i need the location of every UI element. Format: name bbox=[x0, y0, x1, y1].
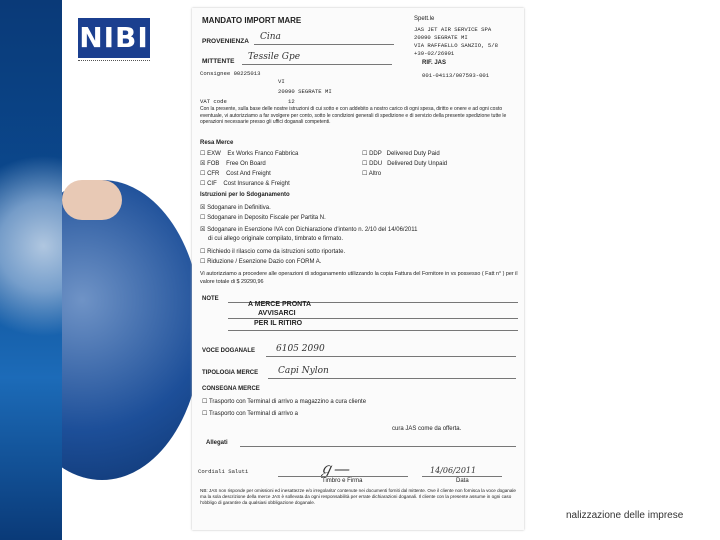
note-label: NOTE bbox=[202, 296, 219, 302]
vat-label: VAT code bbox=[200, 98, 227, 105]
decorative-globe-artwork bbox=[62, 160, 192, 500]
istruzioni-label: Istruzioni per lo Sdoganamento bbox=[200, 192, 290, 198]
note-line-3 bbox=[228, 330, 518, 331]
signature-date: 14/06/2011 bbox=[430, 466, 477, 475]
provenienza-label: PROVENIENZA bbox=[202, 38, 249, 45]
note-text-2: AVVISARCI bbox=[258, 310, 296, 317]
recipient-line-2: 20090 SEGRATE MI bbox=[414, 34, 468, 41]
provenienza-underline bbox=[254, 44, 394, 45]
incoterm-cif: ☐ CIF Cost Insurance & Freight bbox=[200, 181, 290, 187]
incoterm-ddu: ☐ DDU Delivered Duty Unpaid bbox=[362, 161, 448, 167]
sidebar-artwork bbox=[0, 150, 62, 390]
mittente-value: Tessile Gpe bbox=[248, 52, 301, 62]
istruzione-5: ☐ Richiedo il rilascio come da istruzioni sotto riportate. bbox=[200, 249, 346, 255]
voce-doganale-label: VOCE DOGANALE bbox=[202, 348, 256, 354]
nibi-logo: NIBI bbox=[78, 18, 150, 58]
note-text-1: A MERCE PRONTA bbox=[248, 301, 311, 308]
note-line-2 bbox=[228, 318, 518, 319]
footnote-text: NB: JAS non risponde per omissioni ed inesattezze e/o irregolarita' contenute nei documenti forniti dal mittente. Ove il cliente non fornisca la voce doganale ma la sola descrizione della merce JAS è sollevata da ogni responsabilità per errate dichiarazioni doganali. Il cliente con la presente assume in ogni caso l'obbligo di garantire da qualsiasi obbligazione doganale. bbox=[200, 488, 516, 505]
istruzione-4: di cui allego originale compilato, timbrato e firmato. bbox=[208, 236, 344, 242]
istruzione-6: ☐ Riduzione / Esenzione Dazio con FORM A. bbox=[200, 259, 322, 265]
tipologia-label: TIPOLOGIA MERCE bbox=[202, 370, 259, 376]
consignee-street: VI bbox=[278, 78, 285, 85]
incoterm-fob: ☒ FOB Free On Board bbox=[200, 161, 266, 167]
document-title: MANDATO IMPORT MARE bbox=[202, 16, 302, 25]
logo-divider bbox=[78, 60, 150, 64]
rif-jas-value: 001-04113/007593-001 bbox=[422, 72, 490, 79]
authorization-body-text: Con la presente, sulla base delle nostre istruzioni di cui sotto e con addebito a nostro carico di ogni spesa, diritto e onere e ad ogni costo eventuale, vi autorizziamo a far svolgere per conto, sotto le condizioni generali di spedizione e di servizio della presente spedizione tutte le operazioni necessarie presso gli uffici doganali competenti. bbox=[200, 106, 507, 125]
allegati-label: Allegati bbox=[206, 440, 228, 446]
consegna-option-2: ☐ Trasporto con Terminal di arrivo a bbox=[202, 411, 298, 417]
footer-caption: nalizzazione delle imprese bbox=[566, 510, 684, 521]
voce-doganale-value: 6105 2090 bbox=[276, 344, 325, 354]
hand-graphic bbox=[62, 180, 122, 220]
incoterm-cfr: ☐ CFR Cost And Freight bbox=[200, 171, 271, 177]
note-text-3: PER IL RITIRO bbox=[254, 320, 303, 327]
timbro-label: Timbro e Firma bbox=[322, 478, 363, 484]
spett-label: Spett.le bbox=[414, 16, 435, 22]
globe-graphic bbox=[62, 180, 192, 480]
mittente-label: MITTENTE bbox=[202, 58, 235, 65]
data-line bbox=[422, 476, 502, 477]
consignee-city: 20090 SEGRATE MI bbox=[278, 88, 332, 95]
incoterm-altro: ☐ Altro bbox=[362, 171, 382, 177]
tipologia-value: Capi Nylon bbox=[278, 366, 329, 376]
istruzione-1: ☒ Sdoganare in Definitiva. bbox=[200, 205, 271, 211]
tipologia-underline bbox=[268, 378, 516, 379]
consignee-label: Consignee 00225013 bbox=[200, 70, 261, 77]
data-label: Data bbox=[456, 478, 469, 484]
incoterm-ddp: ☐ DDP Delivered Duty Paid bbox=[362, 151, 440, 157]
rif-jas-label: RIF. JAS bbox=[422, 60, 447, 66]
recipient-line-4: +39-02/26991 bbox=[414, 50, 455, 57]
left-decorative-sidebar bbox=[0, 0, 62, 540]
recipient-line-1: JAS JET AIR SERVICE SPA bbox=[414, 26, 492, 33]
consegna-option-3: cura JAS come da offerta. bbox=[392, 426, 462, 432]
recipient-line-3: VIA RAFFAELLO SANZIO, 5/8 bbox=[414, 42, 498, 49]
consegna-label: CONSEGNA MERCE bbox=[202, 386, 260, 392]
voce-underline bbox=[266, 356, 516, 357]
incoterm-exw: ☐ EXW Ex Works Franco Fabbrica bbox=[200, 151, 299, 157]
mittente-underline bbox=[242, 64, 392, 65]
provenienza-value: Cina bbox=[260, 32, 281, 42]
timbro-line bbox=[278, 476, 408, 477]
istruzione-2: ☐ Sdoganare in Deposito Fiscale per Partita N. bbox=[200, 215, 326, 221]
scanned-document bbox=[192, 8, 524, 530]
autorizzo-text: Vi autorizziamo a procedere alle operazioni di sdoganamento utilizzando la copia Fattura del Fornitore in vs possesso ( Fatt n° ) per il valore totale di $ 29290,96 bbox=[200, 271, 518, 285]
consegna-option-1: ☐ Trasporto con Terminal di arrivo a magazzino a cura cliente bbox=[202, 399, 367, 405]
signature: ℊ— bbox=[318, 459, 351, 478]
istruzione-3: ☒ Sdoganare in Esenzione IVA con Dichiarazione d'intento n. 2/10 del 14/06/2011 bbox=[200, 227, 418, 233]
saluti-label: Cordiali Saluti bbox=[198, 468, 249, 475]
vat-value: 12 bbox=[288, 98, 295, 105]
resa-merce-label: Resa Merce bbox=[200, 140, 234, 146]
allegati-underline bbox=[240, 446, 516, 447]
